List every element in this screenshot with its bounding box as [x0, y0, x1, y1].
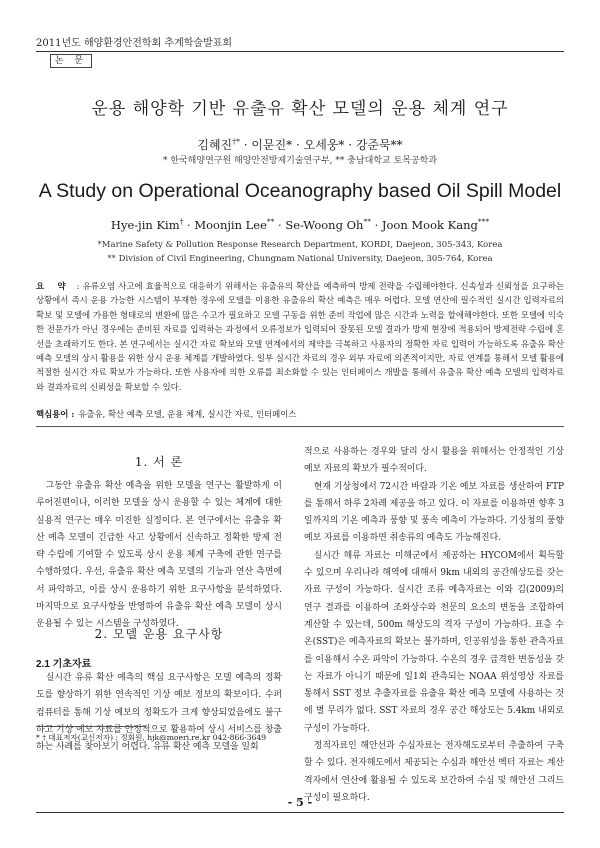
- article-type-badge: 논 문: [50, 54, 92, 68]
- korean-authors: [0, 136, 600, 153]
- section-1-paragraph: 그동안 유출유 확산 예측을 위한 모델을 연구는 활발하게 이루어진편이나, 이러한 모델을 상시 운용할 수 있는 체계에 대한 실용적 연구는 매우 미진한 실정이다. 본 연구에서는 유출유 확산 예측 모델이 긴급한 사고 상황에서 신속하고 정확한 방제 전략 수립에 기여할 수 있도록 상시 운용 체계 구축에 관한 연구를 수행하였다. 우선, 유출유 확산 예측 모델의 기능과 연산 측면에서 파악하고, 이를 상시 운용하기 위한 요구사항을 분석하였다. 마지막으로 요구사항을 반영하여 유출유 확산 예측 모델이 상시 운용될 수 있는 시스템을 구성하였다.: [36, 481, 282, 630]
- footer-rule: [36, 812, 564, 813]
- subsection-2-1-heading: 2.1 기초자료: [36, 659, 92, 670]
- abstract: [36, 279, 564, 394]
- english-title: A Study on Operational Oceanography based Oil Spill Model: [38, 180, 562, 202]
- conference-name: 2011년도 해양환경안전학회 추계학술발표회: [36, 38, 233, 49]
- english-affiliation-1: *Marine Safety & Pollution Response Research Department, KORDI, Daejeon, 305-343, Korea: [97, 240, 503, 250]
- keywords: [36, 408, 564, 420]
- korean-title: 운용 해양학 기반 유출유 확산 모델의 운용 체계 연구: [91, 99, 509, 119]
- author-2-en: · Moonjin Lee: [183, 217, 267, 232]
- right-paragraph-static-data: 정적자료인 해안선과 수심자료는 전자해도로부터 추출하여 구축할 수 있다. 전자해도에서 제공되는 수심과 해안선 벡터 자료는 계산격자에서 연산에 활용될 수 있도록 보간하여 수심 및 해안선 그리드 구성이 필요하다.: [304, 741, 564, 803]
- author-1-en: Hye-jin Kim: [110, 217, 180, 232]
- page-number: - 5 -: [287, 796, 313, 809]
- right-paragraph-continued: 적으로 사용하는 경우와 달리 상시 활용을 위해서는 안정적인 기상 예보 자료의 확보가 필수적이다.: [304, 447, 564, 475]
- right-column-body: [304, 444, 564, 807]
- first-author-ko: 김혜진: [197, 138, 233, 152]
- abstract-label: 요 약: [36, 281, 71, 291]
- korean-affiliation: * 한국해양연구원 해양안전방제기술연구부, ** 충남대학교 토목공학과: [162, 156, 438, 166]
- section-2-heading: 2. 모델 운용 요구사항: [94, 627, 224, 641]
- english-affiliation-2: ** Division of Civil Engineering, Chungnam National University, Daejeon, 305-764, Korea: [107, 254, 493, 264]
- section-2-body: [36, 670, 282, 756]
- first-author-marks-ko: †*: [232, 137, 240, 146]
- abstract-text: : 유류오염 사고에 효율적으로 대응하기 위해서는 유출유의 확산을 예측하여 방제 전략을 수립해야한다. 신속성과 신뢰성을 요구하는 상황에서 즉시 운용 가능한 시스템이 부재한 경우에 모델을 이용한 유출유의 확산 예측은 매우 어렵다. 모델 연산에 필수적인 실시간 입력자료의 확보 및 모델에 가용한 형태로의 변환에 많은 수고가 필요하고 모델 구동을 위한 준비 작업에 많은 시간과 노력을 할애해야한다. 또한 모델에 익숙한 전문가가 아닌 경우에는 준비된 자료를 입력하는 과정에서 오류정보가 입력되어 잘못된 모델 결과가 방제 현장에 적용되어 방제전략 수립에 혼선을 초래하기도 한다. 본 연구에서는 실시간 자료 확보와 모델 연계에서의 제약을 극복하고 사용자의 정확한 자료 입력이 가능하도록 유출유 확산 예측 모델의 상시 활용을 위한 상시 운용 체계를 개발하였다. 일부 실시간 자료의 경우 외부 자료에 의존적이지만, 자료 연계를 통해서 모델 활용에 적절한 실시간 자료 확보가 가능하다. 또한 사용자에 의한 오류를 최소화할 수 있는 인터페이스 개발을 통해서 유출유 확산 예측 모델의 입력자료와 결과자료의 신뢰성을 확보할 수 있다.: [36, 281, 564, 392]
- section-2-paragraph: 실시간 유류 확산 예측의 핵심 요구사항은 모델 예측의 정확도를 향상하기 위한 연속적인 기상 예보 정보의 확보이다. 수퍼컴퓨터를 통해 기상 예보의 정확도가 크게 향상되었음에도 불구하고 기상 예보 자료를 안정적으로 활용하여 상시 서비스를 창출하는 사례를 찾아보기 어렵다. 유류 확산 예측 모델을 일회: [36, 673, 282, 753]
- author-3-marks-en: **: [363, 217, 371, 226]
- footnote: * † 대표저자(교신저자) : 정회원, hjk@moeri.re.kr 042-866-3649: [36, 733, 267, 742]
- header-rule: [36, 51, 564, 52]
- right-paragraph-currents: 실시간 해류 자료는 미해군에서 제공하는 HYCOM에서 획득할 수 있으며 우리나라 해역에 대해서 9km 내외의 공간해상도를 갖는 자료 구성이 가능하다. 실시간 조류 예측자료는 이와 김(2009)의 연구 결과를 이용하여 조화상수와 천문의 요소의 변동을 조합하여 계산할 수 있는데, 500m 해상도의 격자 구성이 가능하다. 표층 수온(SST)은 예측자료의 확보는 불가하며, 인공위성을 통한 관측자료를 이용해서 수온 파악이 가능하다. 수온의 경우 급격한 변동성을 갖는 자료가 아니기 때문에 일1회 관측되는 NOAA 위성영상 자료를 통해서 SST 정보 추출자료를 유출유 확산 예측 모델에 사용하는 것에 별 무리가 없다. SST 자료의 경우 공간 해상도는 5.4km 내외로 구성이 가능하다.: [304, 550, 564, 734]
- section-1-body: [36, 478, 282, 634]
- footnote-rule: [36, 726, 146, 727]
- author-4-en: · Joon Mook Kang: [370, 217, 478, 232]
- section-1-heading: 1. 서 론: [134, 455, 184, 469]
- author-2-marks-en: **: [266, 217, 275, 226]
- abstract-divider: [36, 426, 564, 427]
- keywords-text: 유출유, 확산 예측 모델, 운용 체계, 실시간 자료, 인터페이스: [78, 409, 297, 419]
- author-3-en: · Se-Woong Oh: [274, 217, 364, 232]
- right-paragraph-weather: 현재 기상청에서 72시간 바람과 기온 예보 자료를 생산하여 FTP를 통해서 하루 2차례 제공을 하고 있다. 이 자료를 이용하면 향후 3일까지의 기온 예측과 풍향 및 풍속 예측이 가능하다. 기상청의 풍향 예보 자료를 이용하면 취송류의 예측도 가능해진다.: [304, 481, 564, 544]
- other-authors-ko: · 이문진* · 오세웅* · 강준묵**: [239, 138, 403, 152]
- author-4-marks-en: ***: [477, 217, 490, 226]
- keywords-label: 핵심용어 :: [36, 409, 75, 419]
- english-authors: [0, 217, 600, 232]
- author-1-marks-en: †: [179, 217, 184, 226]
